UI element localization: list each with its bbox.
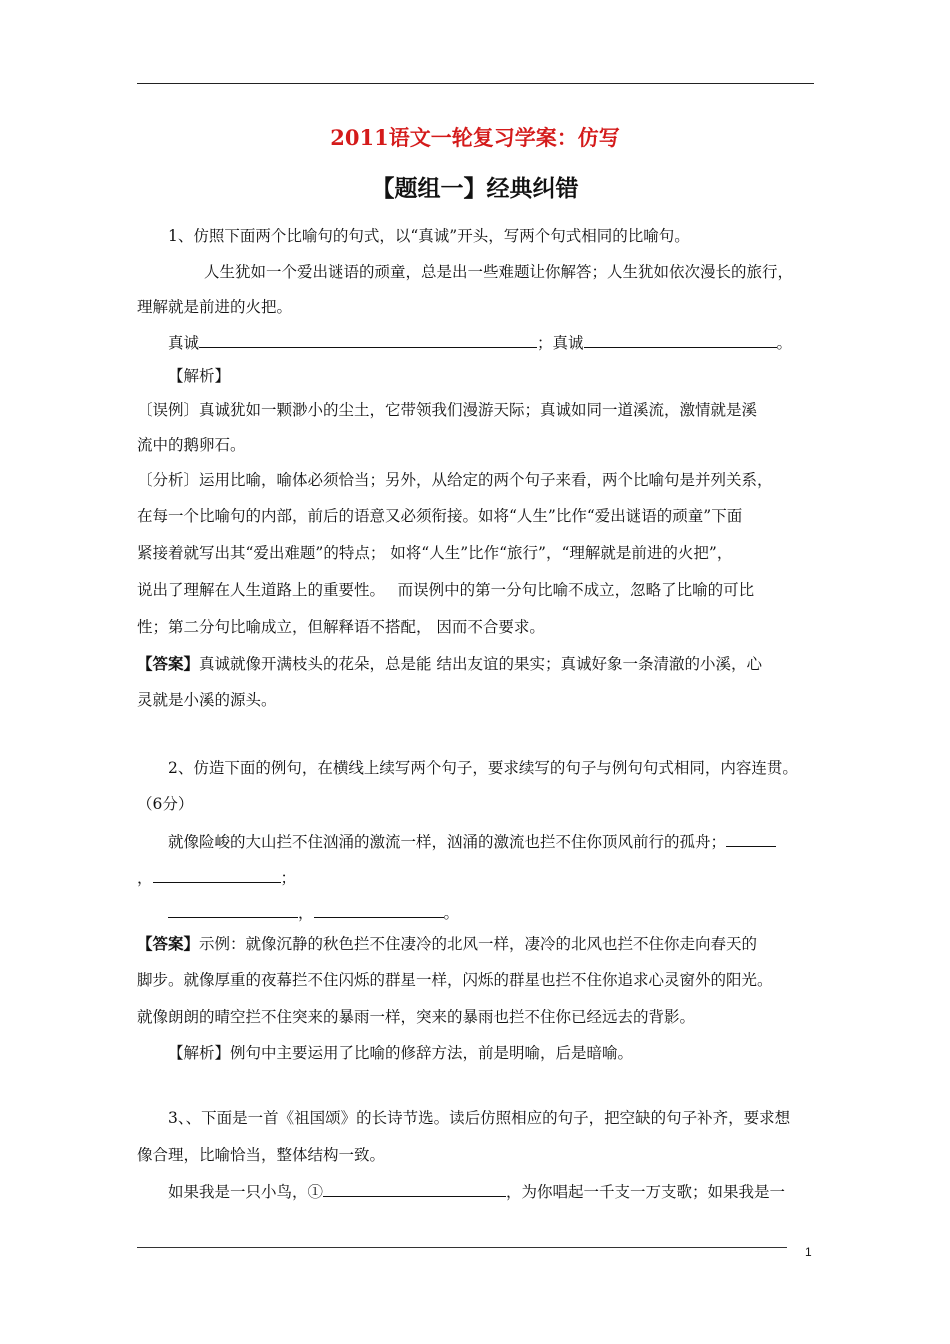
q2-answer-line-2: 脚步。就像厚重的夜幕拦不住闪烁的群星一样，闪烁的群星也拦不住你追求心灵窗外的阳光。 xyxy=(137,971,773,989)
q2-comma-1: ， xyxy=(137,869,153,887)
q1-fill-mid: ；真诚 xyxy=(537,334,584,352)
q2-analysis-text: 例句中主要运用了比喻的修辞方法，前是明喻，后是暗喻。 xyxy=(230,1044,634,1062)
q1-fill-start: 真诚 xyxy=(168,334,200,352)
q3-line-start: 如果我是一只小鸟，① xyxy=(168,1183,324,1201)
q2-analysis-label: 【解析】 xyxy=(168,1044,231,1062)
document-title: 2011语文一轮复习学案：仿写 xyxy=(330,125,620,150)
q1-answer-line-2: 灵就是小溪的源头。 xyxy=(137,691,277,709)
q2-example-line xyxy=(168,830,848,852)
q1-analysis-line-5: 性；第二分句比喻成立，但解释语不搭配， 因而不合要求。 xyxy=(137,618,545,636)
q1-analysis-line-2: 在每一个比喻句的内部，前后的语意又必须衔接。如将“人生”比作“爱出谜语的顽童”下面 xyxy=(137,507,743,525)
q2-analysis-line xyxy=(168,1043,848,1063)
page-number: 1 xyxy=(805,1245,812,1259)
q1-fill-end: 。 xyxy=(776,334,793,352)
q2-prompt-line-1: 2、仿造下面的例句，在横线上续写两个句子，要求续写的句子与例句句式相同，内容连贯。 xyxy=(168,759,798,777)
q2-answer-line-1 xyxy=(137,934,817,954)
q2-blank-1[interactable] xyxy=(726,830,776,847)
q2-semicolon: ； xyxy=(280,869,297,887)
q1-analysis-line-4: 说出了理解在人生道路上的重要性。 而误例中的第一分句比喻不成立，忽略了比喻的可比 xyxy=(137,581,755,599)
q2-blank-4[interactable] xyxy=(314,901,444,918)
q3-blank-1[interactable] xyxy=(323,1180,506,1197)
q1-blank-1[interactable] xyxy=(199,331,537,348)
q1-analysis-line-1: 〔分析〕运用比喻，喻体必须恰当；另外，从给定的两个句子来看，两个比喻句是并列关系， xyxy=(137,471,773,489)
q3-line-end: ，为你唱起一千支一万支歌；如果我是一 xyxy=(506,1183,786,1201)
q2-fill-line-2 xyxy=(168,901,848,923)
q1-answer-line-1 xyxy=(137,654,817,674)
q2-example: 就像险峻的大山拦不住汹涌的激流一样，汹涌的激流也拦不住你顶风前行的孤舟； xyxy=(168,833,727,851)
group-title: 【题组一】经典纠错 xyxy=(371,175,579,202)
q1-example-line-1: 人生犹如一个爱出谜语的顽童，总是出一些难题让你解答；人生犹如依次漫长的旅行， xyxy=(204,263,794,281)
q1-answer-text-1: 真诚就像开满枝头的花朵，总是能 结出友谊的果实；真诚好象一条清澈的小溪，心 xyxy=(199,655,762,673)
q3-prompt-line-2: 像合理，比喻恰当，整体结构一致。 xyxy=(137,1146,386,1164)
q2-answer-line-3: 就像朗朗的晴空拦不住突来的暴雨一样，突来的暴雨也拦不住你已经远去的背影。 xyxy=(137,1008,696,1026)
q1-error-line-1: 〔误例〕真诚犹如一颗渺小的尘土，它带领我们漫游天际；真诚如同一道溪流，激情就是溪 xyxy=(137,401,758,419)
q2-fill-line-1 xyxy=(137,866,817,888)
q1-blank-2[interactable] xyxy=(584,331,777,348)
q1-prompt: 1、仿照下面两个比喻句的句式，以“真诚”开头，写两个句式相同的比喻句。 xyxy=(168,227,690,245)
q2-period: 。 xyxy=(443,904,460,922)
q1-fill-line xyxy=(168,331,848,353)
q2-prompt-line-2: （6分） xyxy=(137,795,194,813)
footer-rule xyxy=(137,1247,787,1248)
q2-answer-text-1: 示例：就像沉静的秋色拦不住凄冷的北风一样，凄冷的北风也拦不住你走向春天的 xyxy=(199,935,758,953)
q2-comma-2: ， xyxy=(298,904,314,922)
q2-blank-2[interactable] xyxy=(153,866,281,883)
header-rule xyxy=(137,83,814,84)
q1-example-line-2: 理解就是前进的火把。 xyxy=(137,298,293,316)
q1-answer-label: 【答案】 xyxy=(137,654,200,673)
q1-analysis-label: 【解析】 xyxy=(168,367,231,385)
q1-analysis-line-3: 紧接着就写出其“爱出难题”的特点； 如将“人生”比作“旅行”，“理解就是前进的火把”， xyxy=(137,544,733,562)
q3-fill-line xyxy=(168,1180,848,1202)
q2-blank-3[interactable] xyxy=(168,901,298,918)
q3-prompt-line-1: 3、、下面是一首《祖国颂》的长诗节选。读后仿照相应的句子，把空缺的句子补齐，要求想 xyxy=(168,1109,791,1127)
q1-error-line-2: 流中的鹅卵石。 xyxy=(137,436,246,454)
q2-answer-label: 【答案】 xyxy=(137,934,200,953)
